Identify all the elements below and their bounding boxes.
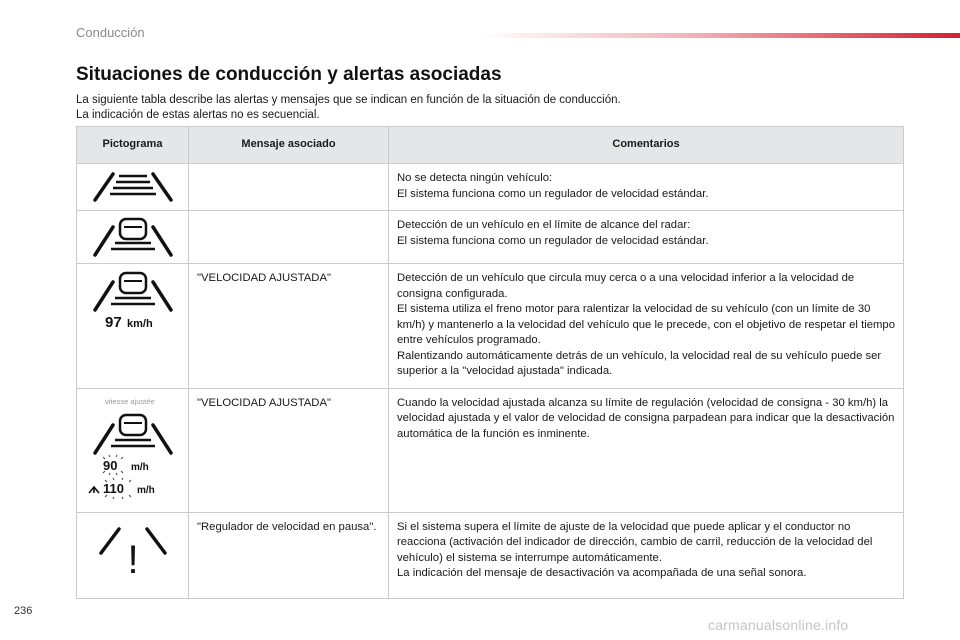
- comment-line: Detección de un vehículo que circula muy cerca o a una velocidad inferior a la velocidad de consigna configurada.: [397, 272, 855, 300]
- message-cell: "VELOCIDAD AJUSTADA": [189, 264, 389, 389]
- message-cell: [189, 164, 389, 211]
- pictogram-speed: 97: [105, 314, 122, 331]
- comment-line: El sistema funciona como un regulador de velocidad estándar.: [397, 187, 709, 200]
- alerts-table: [76, 126, 904, 599]
- comment-line: Cuando la velocidad ajustada alcanza su límite de regulación (velocidad de consigna - 30 km/h) la velocidad ajustada y el valor de velocidad de consigna parpadean para indicar que la desactivación automática de la función es inminente.: [397, 396, 895, 440]
- column-header-comments: Comentarios: [389, 127, 904, 164]
- message-cell: "Regulador de velocidad en pausa".: [189, 512, 389, 598]
- lane-lines-icon: [83, 168, 183, 204]
- comment-line: Si el sistema supera el límite de ajuste de la velocidad que puede aplicar y el conductor no reacciona (activación del indicador de dirección, cambio de carril, reducción de la velocidad del vehículo) el sistema se interrumpe automáticamente.: [397, 520, 873, 564]
- comment-line: El sistema utiliza el freno motor para ralentizar la velocidad de su vehículo (con un límite de 30 km/h) y mantenerlo a la velocidad del vehículo que le precede, con el objetivo de respetar el tiempo entre vehículos programado.: [397, 303, 895, 346]
- pictogram-cell: [77, 264, 189, 389]
- message-cell: [189, 211, 389, 264]
- comment-line: Ralentizando automáticamente detrás de un vehículo, la velocidad real de su vehículo puede ser superior a la "velocidad ajustada" indicada.: [397, 349, 882, 377]
- pictogram-cell: [77, 164, 189, 211]
- comments-cell: [389, 264, 904, 389]
- table-row: [77, 388, 904, 512]
- column-header-pictogram: Pictograma: [77, 127, 189, 164]
- pictogram-cell: [77, 211, 189, 264]
- comments-cell: [389, 388, 904, 512]
- table-row: [77, 164, 904, 211]
- warning-symbol: !: [127, 537, 139, 582]
- vehicle-speed-icon: [83, 268, 183, 332]
- table-row: [77, 211, 904, 264]
- pictogram-speed: 90: [103, 457, 118, 473]
- column-header-message: Mensaje asociado: [189, 127, 389, 164]
- comment-line: El sistema funciona como un regulador de velocidad estándar.: [397, 234, 709, 247]
- table-row: [77, 512, 904, 598]
- vehicle-in-lane-icon: [83, 215, 183, 259]
- page-title: Situaciones de conducción y alertas asociadas: [76, 64, 502, 85]
- page-number: 236: [14, 605, 33, 617]
- pictogram-speed-2: 110: [103, 480, 124, 496]
- comments-cell: [389, 164, 904, 211]
- section-label: Conducción: [76, 25, 145, 40]
- pictogram-cell: [77, 388, 189, 512]
- intro-line: La indicación de estas alertas no es secuencial.: [76, 109, 320, 121]
- comment-line: Detección de un vehículo en el límite de alcance del radar:: [397, 219, 691, 231]
- table-row: [77, 264, 904, 389]
- comments-cell: [389, 512, 904, 598]
- warning-pause-icon: [83, 517, 183, 589]
- pictogram-unit: km/h: [127, 318, 153, 330]
- comment-line: No se detecta ningún vehículo:: [397, 172, 553, 184]
- message-cell: "VELOCIDAD AJUSTADA": [189, 388, 389, 512]
- comments-cell: [389, 211, 904, 264]
- blinking-speed-icon: [83, 393, 183, 505]
- pictogram-label: vitesse ajustée: [105, 396, 155, 406]
- header-accent-bar: [480, 33, 960, 38]
- pictogram-unit-2: m/h: [137, 484, 155, 496]
- intro-line: La siguiente tabla describe las alertas y mensajes que se indican en función de la situación de conducción.: [76, 94, 621, 106]
- watermark: carmanualsonline.info: [708, 617, 849, 633]
- comment-line: La indicación del mensaje de desactivación va acompañada de una señal sonora.: [397, 567, 807, 579]
- table-header-row: [77, 127, 904, 164]
- pictogram-unit: m/h: [131, 461, 149, 473]
- pictogram-cell: [77, 512, 189, 598]
- intro-text: [76, 93, 896, 123]
